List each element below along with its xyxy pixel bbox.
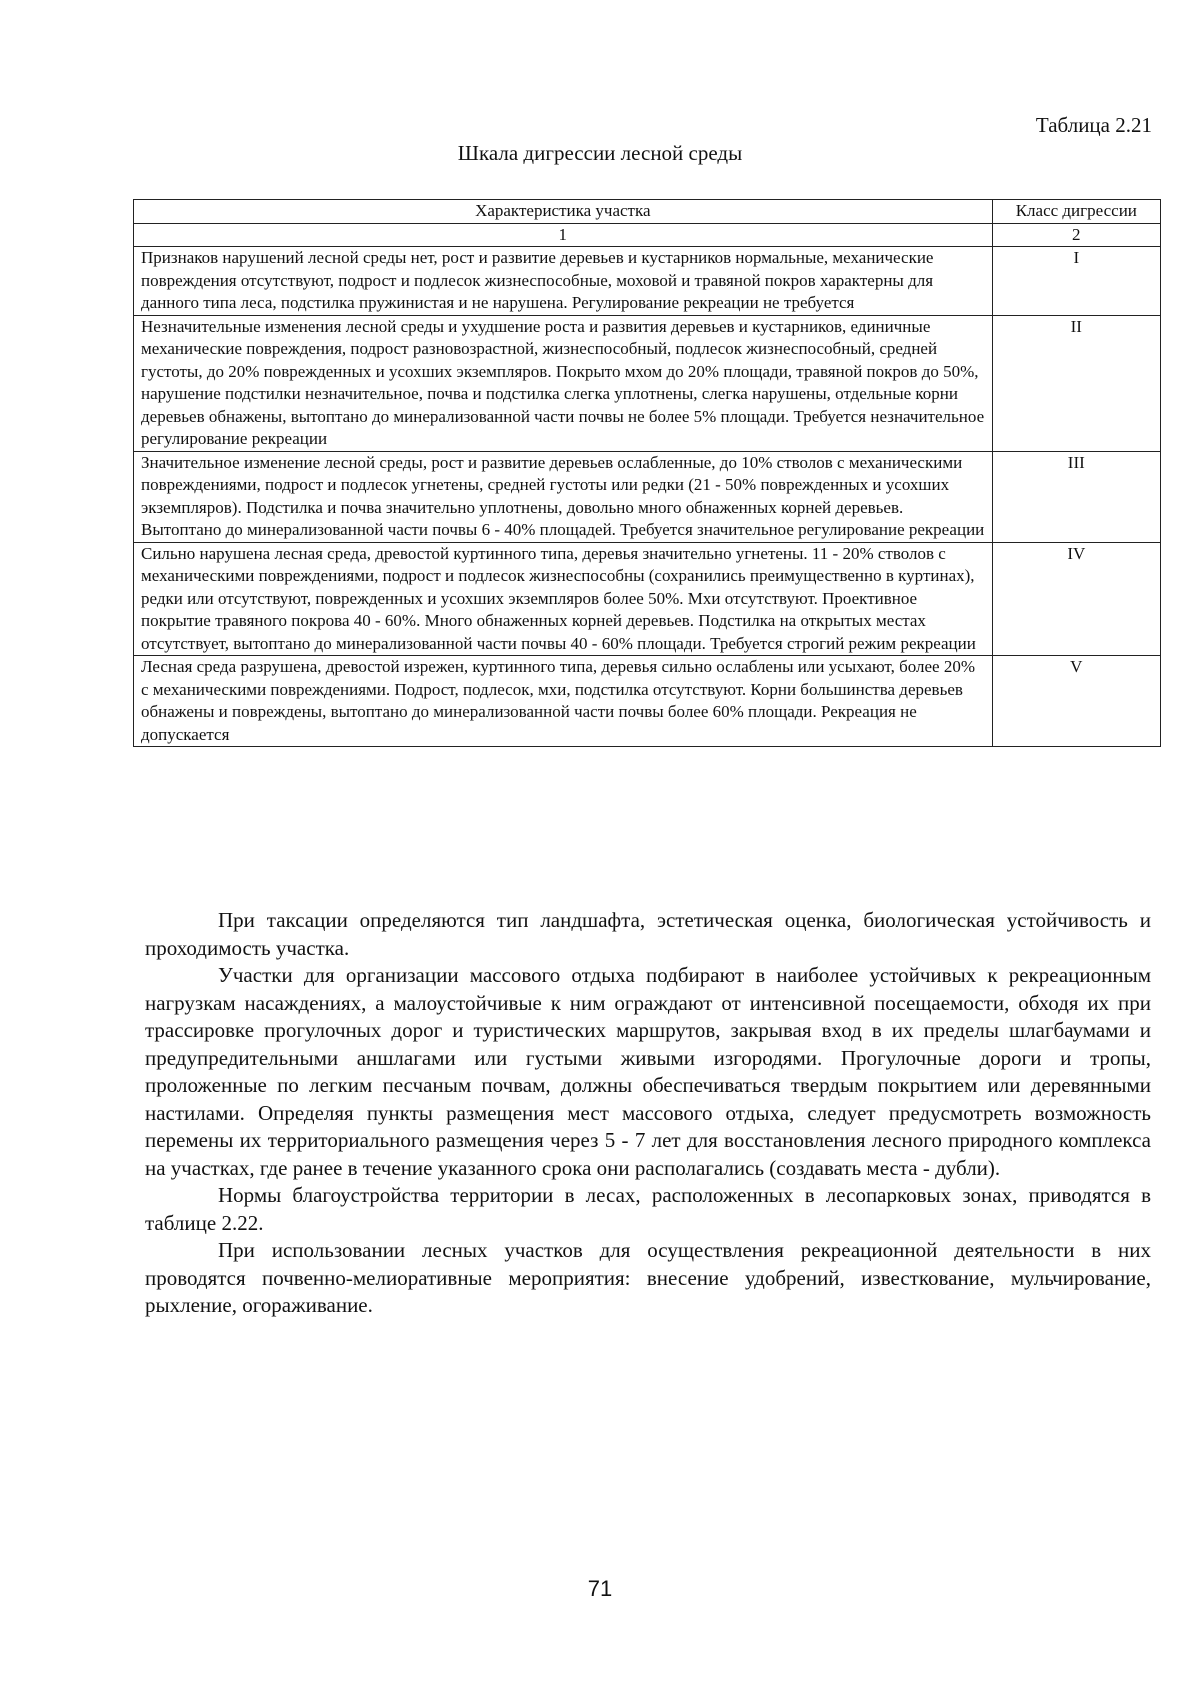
row-description: Незначительные изменения лесной среды и ухудшение роста и развития деревьев и кустарников, единичные механические повреждения, подрост разновозрастной, жизнеспособный, подлесок жизнеспособный, средней густоты, до 20% поврежденных и усохших экземпляров. Покрыто мхом до 20% площади, травяной покров до 50%, нарушение подстилки незначительное, почва и подстилка слегка уплотнены, слегка нарушены, отдельные корни деревьев обнажены, вытоптано до минерализованной части почвы не более 5% площади. Требуется незначительное регулирование рекреации [134, 315, 993, 451]
table-row [134, 315, 1161, 451]
row-description: Лесная среда разрушена, древостой изрежен, куртинного типа, деревья сильно ослаблены или усыхают, более 20% с механическими повреждениями. Подрост, подлесок, мхи, подстилка отсутствуют. Корни большинства деревьев обнажены и повреждены, вытоптано до минерализованной части почвы более 60% площади. Рекреация не допускается [134, 656, 993, 747]
page-number: 71 [587, 1576, 613, 1601]
table-row [134, 247, 1161, 316]
paragraph: При использовании лесных участков для осуществления рекреационной деятельности в них проводятся почвенно-мелиоративные мероприятия: внесение удобрений, известкование, мульчирование, рыхление, огораживание. [145, 1238, 1151, 1317]
column-number-row [134, 223, 1161, 247]
row-class: II [992, 315, 1160, 451]
column-header-characteristic: Характеристика участка [134, 200, 993, 224]
table-number: Таблица 2.21 [1035, 113, 1152, 137]
table-row [134, 542, 1161, 656]
digression-scale-table [133, 199, 1161, 747]
column-header-class: Класс дигрессии [992, 200, 1160, 224]
column-number-2: 2 [992, 223, 1160, 247]
table-header-row [134, 200, 1161, 224]
row-description: Значительное изменение лесной среды, рост и развитие деревьев ослабленные, до 10% стволов с механическими повреждениями, подрост и подлесок угнетены, средней густоты или редки (21 - 50% поврежденных и усохших экземпляров). Подстилка и почва значительно уплотнены, довольно много обнаженных корней деревьев. Вытоптано до минерализованной части почвы 6 - 40% площадей. Требуется значительное регулирование рекреации [134, 451, 993, 542]
table-row [134, 656, 1161, 747]
row-class: I [992, 247, 1160, 316]
row-class: V [992, 656, 1160, 747]
body-text [145, 907, 1151, 1320]
row-description: Сильно нарушена лесная среда, древостой куртинного типа, деревья значительно угнетены. 11 - 20% стволов с механическими повреждениями, подрост и подлесок жизнеспособны (сохранились преимущественно в куртинах), редки или отсутствуют, поврежденных и усохших экземпляров более 50%. Мхи отсутствуют. Проективное покрытие травяного покрова 40 - 60%. Много обнаженных корней деревьев. Подстилка на открытых местах отсутствует, вытоптано до минерализованной части почвы 40 - 60% площади. Требуется строгий режим рекреации [134, 542, 993, 656]
row-class: IV [992, 542, 1160, 656]
table-row [134, 451, 1161, 542]
paragraph: Нормы благоустройства территории в лесах, расположенных в лесопарковых зонах, приводятся в таблице 2.22. [145, 1183, 1151, 1235]
paragraph: При таксации определяются тип ландшафта, эстетическая оценка, биологическая устойчивость и проходимость участка. [145, 908, 1151, 960]
paragraph: Участки для организации массового отдыха подбирают в наиболее устойчивых к рекреационным нагрузкам насаждениях, а малоустойчивые к ним ограждают от интенсивной посещаемости, обходя их при трассировке прогулочных дорог и туристических маршрутов, закрывая вход в их пределы шлагбаумами и предупредительными аншлагами или густыми живыми изгородями. Прогулочные дороги и тропы, проложенные по легким песчаным почвам, должны обеспечиваться твердым покрытием или деревянными настилами. Определяя пункты размещения мест массового отдыха, следует предусмотреть возможность перемены их территориального размещения через 5 - 7 лет для восстановления лесного природного комплекса на участках, где ранее в течение указанного срока они располагались (создавать места - дубли). [145, 963, 1151, 1180]
row-class: III [992, 451, 1160, 542]
row-description: Признаков нарушений лесной среды нет, рост и развитие деревьев и кустарников нормальные, механические повреждения отсутствуют, подрост и подлесок жизнеспособные, моховой и травяной покров характерны для данного типа леса, подстилка пружинистая и не нарушена. Регулирование рекреации не требуется [134, 247, 993, 316]
column-number-1: 1 [134, 223, 993, 247]
table-title: Шкала дигрессии лесной среды [457, 141, 743, 165]
